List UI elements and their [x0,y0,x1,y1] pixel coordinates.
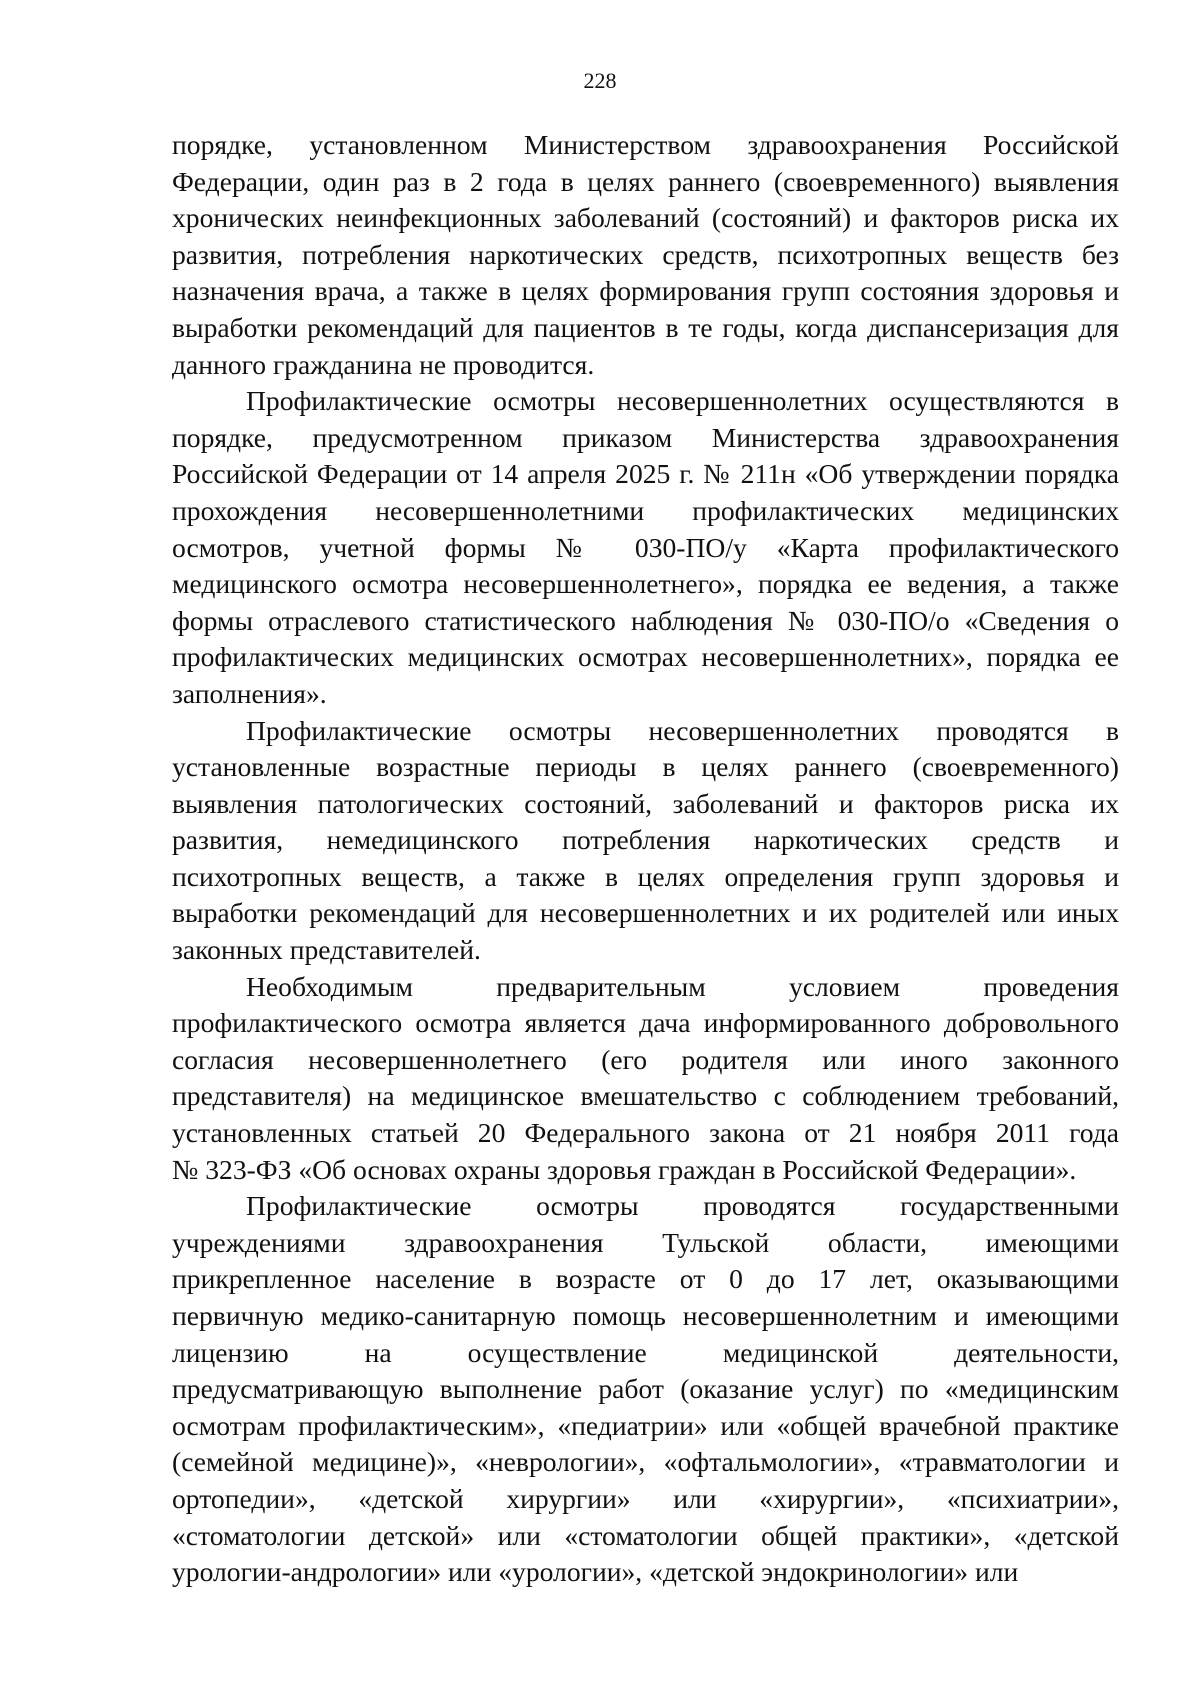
paragraph [172,713,1119,969]
text-line: № 323-ФЗ «Об основах охраны здоровья граждан в Российской Федерации». [172,1153,1077,1185]
paragraph [172,1188,1119,1591]
text-line: хронических неинфекционных заболеваний (состояний) и факторов риска их [172,202,1119,234]
text-line: развития, потребления наркотических средств, психотропных веществ без [172,238,1119,270]
text-line: Российской Федерации от 14 апреля 2025 г. № 211н «Об утверждении порядка [172,458,1119,490]
text-line: выработки рекомендаций для несовершеннолетних и их родителей или иных [172,897,1119,929]
text-line: Федерации, один раз в 2 года в целях раннего (своевременного) выявления [172,165,1119,197]
text-line: формы отраслевого статистического наблюдения № 030-ПО/о «Сведения о [172,604,1119,636]
text-line: заполнения». [172,677,327,709]
document-body [172,127,1119,1591]
text-line: выявления патологических состояний, заболеваний и факторов риска их [172,787,1119,819]
text-line: выработки рекомендаций для пациентов в те годы, когда диспансеризация для [172,311,1119,343]
text-line: согласия несовершеннолетнего (его родителя или иного законного [172,1043,1119,1075]
text-line: (семейной медицине)», «неврологии», «офтальмологии», «травматологии и [172,1446,1119,1478]
text-line: Профилактические осмотры проводятся государственными [246,1190,1119,1222]
text-line: осмотрам профилактическим», «педиатрии» или «общей врачебной практике [172,1409,1119,1441]
text-line: профилактического осмотра является дача информированного добровольного [172,1007,1119,1039]
text-line: данного гражданина не проводится. [172,348,595,380]
text-line: прикрепленное население в возрасте от 0 до 17 лет, оказывающими [172,1263,1119,1295]
paragraph [172,383,1119,712]
page-number: 228 [583,68,617,93]
text-line: порядке, установленном Министерством здравоохранения Российской [172,129,1119,160]
text-line: законных представителей. [172,934,481,966]
text-line: порядке, предусмотренном приказом Министерства здравоохранения [172,421,1119,453]
text-line: ортопедии», «детской хирургии» или «хирургии», «психиатрии», [172,1482,1119,1514]
text-line: установленные возрастные периоды в целях раннего (своевременного) [172,751,1119,783]
text-line: учреждениями здравоохранения Тульской области, имеющими [172,1226,1119,1258]
text-line: Профилактические осмотры несовершеннолетних осуществляются в [246,385,1119,417]
text-line: назначения врача, а также в целях формирования групп состояния здоровья и [172,275,1119,307]
text-line: предусматривающую выполнение работ (оказание услуг) по «медицинским [172,1373,1119,1405]
text-line: профилактических медицинских осмотрах несовершеннолетних», порядка ее [172,641,1119,673]
paragraph [172,969,1119,1189]
text-line: медицинского осмотра несовершеннолетнего», порядка ее ведения, а также [172,568,1119,600]
text-line: установленных статьей 20 Федерального закона от 21 ноября 2011 года [172,1117,1119,1149]
text-line: осмотров, учетной формы № 030-ПО/у «Карта профилактического [172,531,1119,563]
text-line: урологии-андрологии» или «урологии», «детской эндокринологии» или [172,1556,1019,1588]
text-line: «стоматологии детской» или «стоматологии общей практики», «детской [172,1519,1119,1551]
text-line: лицензию на осуществление медицинской деятельности, [172,1336,1119,1368]
text-line: представителя) на медицинское вмешательство с соблюдением требований, [172,1080,1119,1112]
text-line: Необходимым предварительным условием проведения [246,970,1119,1002]
text-line: прохождения несовершеннолетними профилактических медицинских [172,494,1119,526]
text-line: развития, немедицинского потребления наркотических средств и [172,824,1119,856]
text-line: психотропных веществ, а также в целях определения групп здоровья и [172,860,1119,892]
text-line: Профилактические осмотры несовершеннолетних проводятся в [246,714,1119,746]
text-line: первичную медико-санитарную помощь несовершеннолетним и имеющими [172,1300,1119,1331]
paragraph [172,127,1119,383]
